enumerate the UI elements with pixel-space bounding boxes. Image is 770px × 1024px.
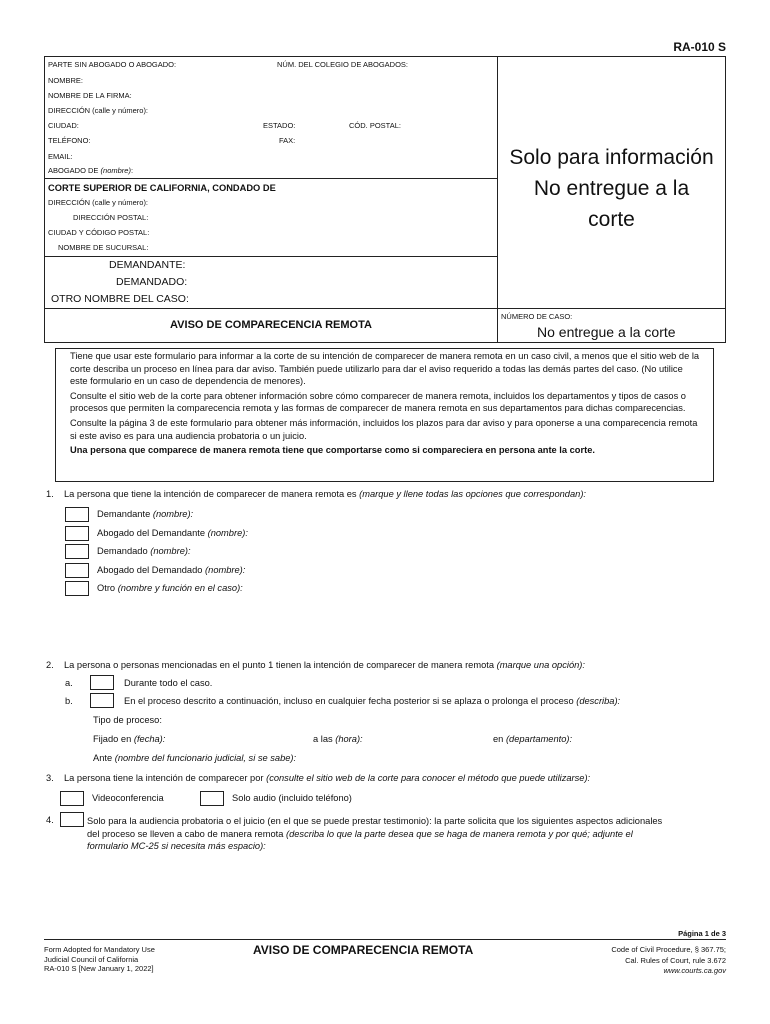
- address-label: DIRECCIÓN (calle y número):: [48, 106, 149, 115]
- intro-paragraph-3: Consulte la página 3 de este formulario para obtener más información, incluidos los plazos para dar aviso y para oponerse a una comparecencia remota si este aviso es para una audiencia probatoria o un juicio.: [70, 417, 698, 441]
- checkbox-defendant-attorney[interactable]: [65, 563, 89, 578]
- court-parties-divider: [44, 256, 498, 257]
- item4-line-3: formulario MC-25 si necesita más espacio):: [87, 841, 266, 852]
- item3-number: 3.: [46, 773, 54, 783]
- option-video: Videoconferencia: [92, 793, 164, 803]
- party-label: PARTE SIN ABOGADO O ABOGADO:: [48, 60, 177, 69]
- item2a-letter: a.: [65, 678, 73, 688]
- item3-text: La persona tiene la intención de comparecer por: [64, 773, 264, 783]
- courts-website-link[interactable]: www.courts.ca.gov: [663, 966, 726, 975]
- checkbox-plaintiff-attorney[interactable]: [65, 526, 89, 541]
- item2b-note: (describa):: [576, 696, 621, 706]
- hearing-date-field: [93, 734, 165, 744]
- option-defendant-attorney-label: Abogado del Demandado: [97, 565, 203, 575]
- checkbox-audio[interactable]: [200, 791, 224, 806]
- intro-text: [70, 350, 700, 457]
- city-label: CIUDAD:: [48, 121, 79, 130]
- item3-question: [64, 773, 590, 783]
- stamp-line-2: No entregue a la: [533, 177, 690, 200]
- item1-question: [64, 489, 586, 499]
- intro-paragraph-4: Una persona que comparece de manera remota tiene que comportarse como si compareciera en persona ante la corte.: [70, 445, 595, 456]
- option-other-note: (nombre y función en el caso):: [117, 583, 243, 593]
- item4-line-2-text: del proceso se lleven a cabo de manera remota: [87, 828, 284, 839]
- stamp-line-1: Solo para información: [509, 146, 714, 169]
- item1-note: (marque y llene todas las opciones que correspondan):: [359, 489, 586, 499]
- option-audio: Solo audio (incluido teléfono): [232, 793, 352, 803]
- footer-right: [611, 945, 726, 977]
- caption-right-rule: [725, 56, 726, 343]
- attorney-for-text: ABOGADO DE: [48, 166, 99, 175]
- caption-bottom-rule: [44, 342, 726, 343]
- option-defendant-note: (nombre):: [150, 546, 191, 556]
- option-plaintiff: [97, 509, 193, 519]
- option-plaintiff-note: (nombre):: [152, 509, 194, 519]
- attorney-court-divider: [44, 178, 498, 179]
- hearing-time-label: a las: [313, 734, 333, 744]
- item2-number: 2.: [46, 660, 54, 670]
- item4-text: [87, 815, 717, 853]
- checkbox-defendant[interactable]: [65, 544, 89, 559]
- stamp-line-3: corte: [588, 208, 635, 231]
- checkbox-evidentiary-hearing[interactable]: [60, 812, 84, 827]
- footer-left-line-1: Form Adopted for Mandatory Use: [44, 945, 155, 954]
- option-other: [97, 583, 243, 593]
- hearing-date-note: (fecha):: [133, 734, 166, 744]
- intro-paragraph-2: Consulte el sitio web de la corte para obtener información sobre cómo comparecer de manera remota, incluidos los departamentos y tipos de casos o procesos que permiten la comparecencia remota y las formas de comparecer de manera remota en sus departamentos para dichas comparecencias.: [70, 390, 686, 414]
- item2-question: [64, 660, 585, 670]
- item4-line-1: Solo para la audiencia probatoria o el juicio (en el que se puede prestar testimonio): la parte solicita que los siguientes aspectos adicionales: [87, 816, 663, 826]
- item2a-text: Durante todo el caso.: [124, 678, 213, 688]
- judicial-officer-note: (nombre del funcionario judicial, si se sabe):: [114, 753, 297, 763]
- court-street-label: DIRECCIÓN (calle y número):: [48, 198, 149, 207]
- footer-right-line-2: Cal. Rules of Court, rule 3.672: [625, 955, 726, 965]
- attorney-for-label: [48, 166, 133, 175]
- form-title: AVISO DE COMPARECENCIA REMOTA: [170, 319, 372, 331]
- parties-title-divider: [44, 308, 726, 309]
- court-title: CORTE SUPERIOR DE CALIFORNIA, CONDADO DE: [48, 183, 276, 193]
- checkbox-video[interactable]: [60, 791, 84, 806]
- form-code: RA-010 S: [673, 40, 726, 54]
- page-number: Página 1 de 3: [678, 929, 726, 938]
- footer-rule: [44, 939, 726, 940]
- plaintiff-label: DEMANDANTE:: [109, 259, 186, 271]
- item1-text: La persona que tiene la intención de comparecer de manera remota es: [64, 489, 357, 499]
- attorney-for-suffix: :: [130, 166, 134, 175]
- defendant-label: DEMANDADO:: [116, 276, 188, 288]
- checkbox-other[interactable]: [65, 581, 89, 596]
- item2b-question: [124, 696, 620, 706]
- hearing-time-note: (hora):: [335, 734, 363, 744]
- hearing-dept-note: (departamento):: [505, 734, 573, 744]
- court-mailing-label: DIRECCIÓN POSTAL:: [73, 213, 149, 222]
- option-plaintiff-attorney-note: (nombre):: [207, 528, 248, 538]
- item2-text: La persona o personas mencionadas en el punto 1 tienen la intención de comparecer de manera remota: [64, 660, 494, 670]
- item4-line-2-note: (describa lo que la parte desea que se haga de manera remota y por qué; adjunte el: [285, 828, 633, 839]
- info-stamp: [498, 142, 725, 235]
- footer-left-line-2: Judicial Council of California: [44, 954, 139, 964]
- item2b-text: En el proceso descrito a continuación, incluso en cualquier fecha posterior si se aplaza o prolonga el proceso: [124, 696, 574, 706]
- option-plaintiff-attorney: [97, 528, 248, 538]
- attorney-for-note: (nombre): [100, 166, 131, 175]
- item2b-letter: b.: [65, 696, 73, 706]
- checkbox-entire-case[interactable]: [90, 675, 114, 690]
- item2-note: (marque una opción):: [496, 660, 585, 670]
- case-number-label: NÚMERO DE CASO:: [501, 312, 573, 321]
- intro-paragraph-1: Tiene que usar este formulario para informar a la corte de su intención de comparecer de manera remota en un caso civil, a menos que el sitio web de la corte describa un proceso en línea para dar aviso. También puede utilizarlo para dar el aviso requerido a todas las demás partes del caso. (No utilice este formulario en un caso de dependencia de menores).: [70, 351, 700, 387]
- other-case-name-label: OTRO NOMBRE DEL CASO:: [51, 293, 189, 305]
- option-defendant-attorney-note: (nombre):: [205, 565, 246, 575]
- option-defendant-label: Demandado: [97, 546, 148, 556]
- option-defendant-attorney: [97, 565, 245, 575]
- caption-top-rule: [44, 56, 726, 57]
- proceeding-type-label: Tipo de proceso:: [93, 715, 162, 725]
- checkbox-specific-proceeding[interactable]: [90, 693, 114, 708]
- case-number-value[interactable]: No entregue a la corte: [537, 324, 676, 340]
- hearing-time-field: [313, 734, 363, 744]
- firm-label: NOMBRE DE LA FIRMA:: [48, 91, 132, 100]
- footer-left: [44, 945, 155, 974]
- footer-left-line-3: RA-010 S [New January 1, 2022]: [44, 964, 154, 973]
- name-label: NOMBRE:: [48, 76, 84, 85]
- phone-label: TELÉFONO:: [48, 136, 91, 145]
- item4-line-2: [87, 828, 717, 841]
- item3-note: (consulte el sitio web de la corte para conocer el método que puede utilizarse):: [266, 773, 591, 783]
- fax-label: FAX:: [279, 136, 296, 145]
- email-label: EMAIL:: [48, 152, 73, 161]
- option-plaintiff-label: Demandante: [97, 509, 151, 519]
- zip-label: CÓD. POSTAL:: [349, 121, 401, 130]
- footer-title: AVISO DE COMPARECENCIA REMOTA: [253, 943, 474, 957]
- item1-number: 1.: [46, 489, 54, 499]
- option-defendant: [97, 546, 191, 556]
- court-branch-label: NOMBRE DE SUCURSAL:: [58, 243, 149, 252]
- item4-number: 4.: [46, 815, 54, 825]
- court-city-zip-label: CIUDAD Y CÓDIGO POSTAL:: [48, 228, 150, 237]
- hearing-dept-label: en: [493, 734, 504, 744]
- hearing-date-label: Fijado en: [93, 734, 132, 744]
- caption-left-rule: [44, 56, 45, 343]
- option-other-label: Otro: [97, 583, 116, 593]
- state-label: ESTADO:: [263, 121, 296, 130]
- hearing-dept-field: [493, 734, 572, 744]
- judicial-officer-label: Ante: [93, 753, 113, 763]
- footer-right-line-1: Code of Civil Procedure, § 367.75;: [611, 945, 726, 954]
- checkbox-plaintiff[interactable]: [65, 507, 89, 522]
- option-plaintiff-attorney-label: Abogado del Demandante: [97, 528, 206, 538]
- bar-number-label: NÚM. DEL COLEGIO DE ABOGADOS:: [277, 60, 409, 69]
- judicial-officer-field: [93, 753, 296, 763]
